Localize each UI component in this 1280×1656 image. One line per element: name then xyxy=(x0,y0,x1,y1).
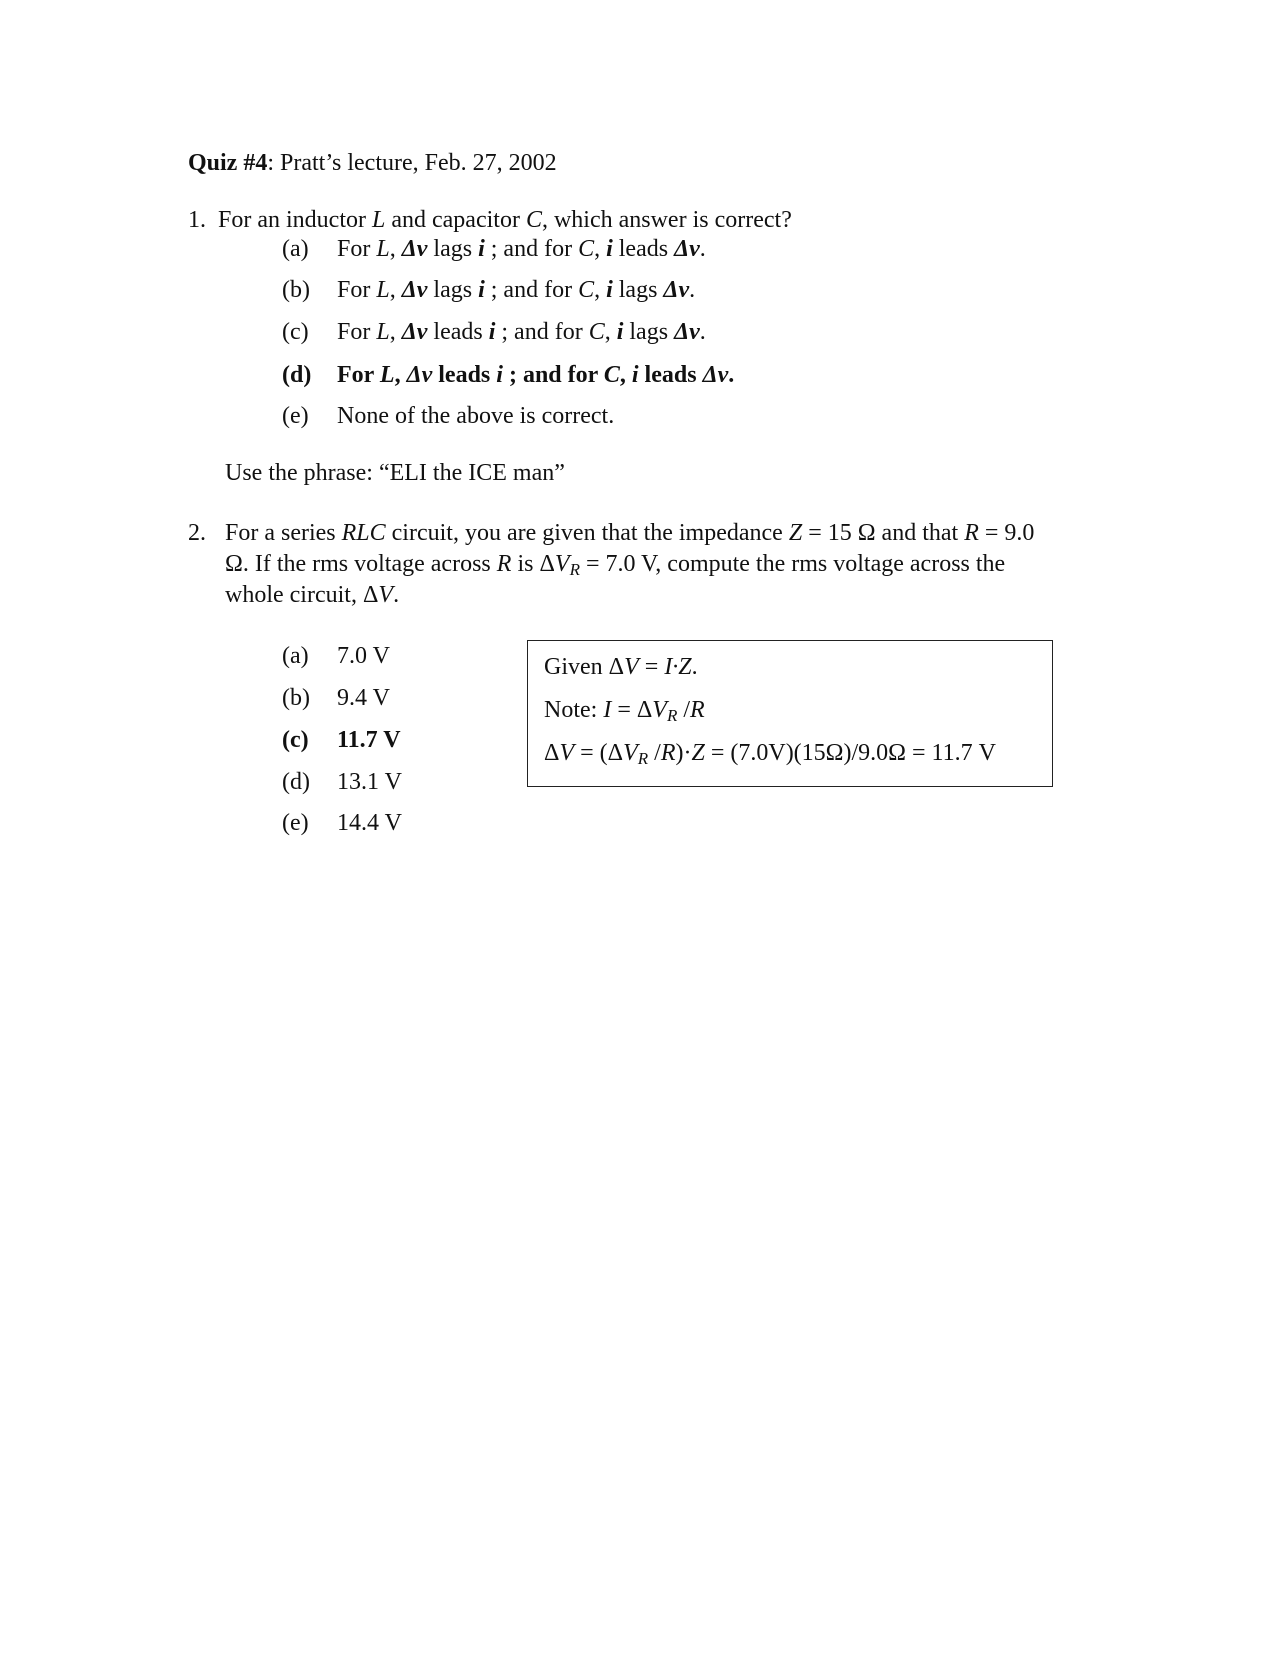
option-label: (b) xyxy=(282,685,310,711)
solution-line-1: Given ΔV = I·Z. xyxy=(544,654,698,680)
solution-line-3: $\Delta V = (\Delta V_R$ /R)·Z = (7.0V)(15Ω)/9.0Ω = 11.7 V xyxy=(544,740,996,768)
quiz-subtitle: : Pratt’s lecture, Feb. 27, 2002 xyxy=(267,150,557,176)
q1-stem-text: and capacitor xyxy=(385,207,526,233)
option-value: 14.4 V xyxy=(337,810,402,836)
option-text: For L, Δv leads i ; and for C, i leads Δv. xyxy=(337,362,735,388)
q1-stem-text: , which answer is correct? xyxy=(541,207,792,233)
option-label: (d) xyxy=(282,362,312,388)
q1-hint: Use the phrase: “ELI the ICE man” xyxy=(225,460,565,486)
option-label: (e) xyxy=(282,810,309,836)
q2-stem-line1: For a series RLC circuit, you are given that the impedance Z = 15 Ω and that R = 9.0 xyxy=(225,520,1035,546)
q1-stem-C: C xyxy=(525,207,542,233)
q2-number: 2. xyxy=(188,520,206,546)
option-label: (a) xyxy=(282,236,309,262)
q1-stem xyxy=(188,207,792,234)
option-value: 13.1 V xyxy=(337,769,402,795)
option-text: None of the above is correct. xyxy=(337,403,615,429)
option-text: For L, Δv lags i ; and for C, i leads Δv. xyxy=(337,236,706,262)
option-value: 7.0 V xyxy=(337,643,390,669)
option-label: (c) xyxy=(282,319,309,345)
option-text: For L, Δv lags i ; and for C, i lags Δv. xyxy=(337,277,696,303)
option-label: (d) xyxy=(282,769,310,795)
option-value: 9.4 V xyxy=(337,685,390,711)
q1-stem-text: For an inductor xyxy=(218,207,372,233)
q1-stem-L: L xyxy=(371,207,386,233)
option-label: (b) xyxy=(282,277,310,303)
solution-line-2: Note: $I = \Delta V_R$ /R xyxy=(544,697,705,725)
q2-stem-line2: Ω. If the rms voltage across R is $\Delta V_R = 7.0$ V, compute the rms voltage across the xyxy=(225,551,1006,579)
option-label: (c) xyxy=(282,727,309,753)
option-label: (a) xyxy=(282,643,309,669)
option-label: (e) xyxy=(282,403,309,429)
option-value: 11.7 V xyxy=(337,727,401,753)
quiz-title xyxy=(188,150,557,177)
quiz-label: Quiz #4 xyxy=(188,150,268,176)
q1-number: 1. xyxy=(188,207,206,233)
option-text: For L, Δv leads i ; and for C, i lags Δv. xyxy=(337,319,706,345)
q2-stem-line3: whole circuit, ΔV. xyxy=(225,582,400,608)
